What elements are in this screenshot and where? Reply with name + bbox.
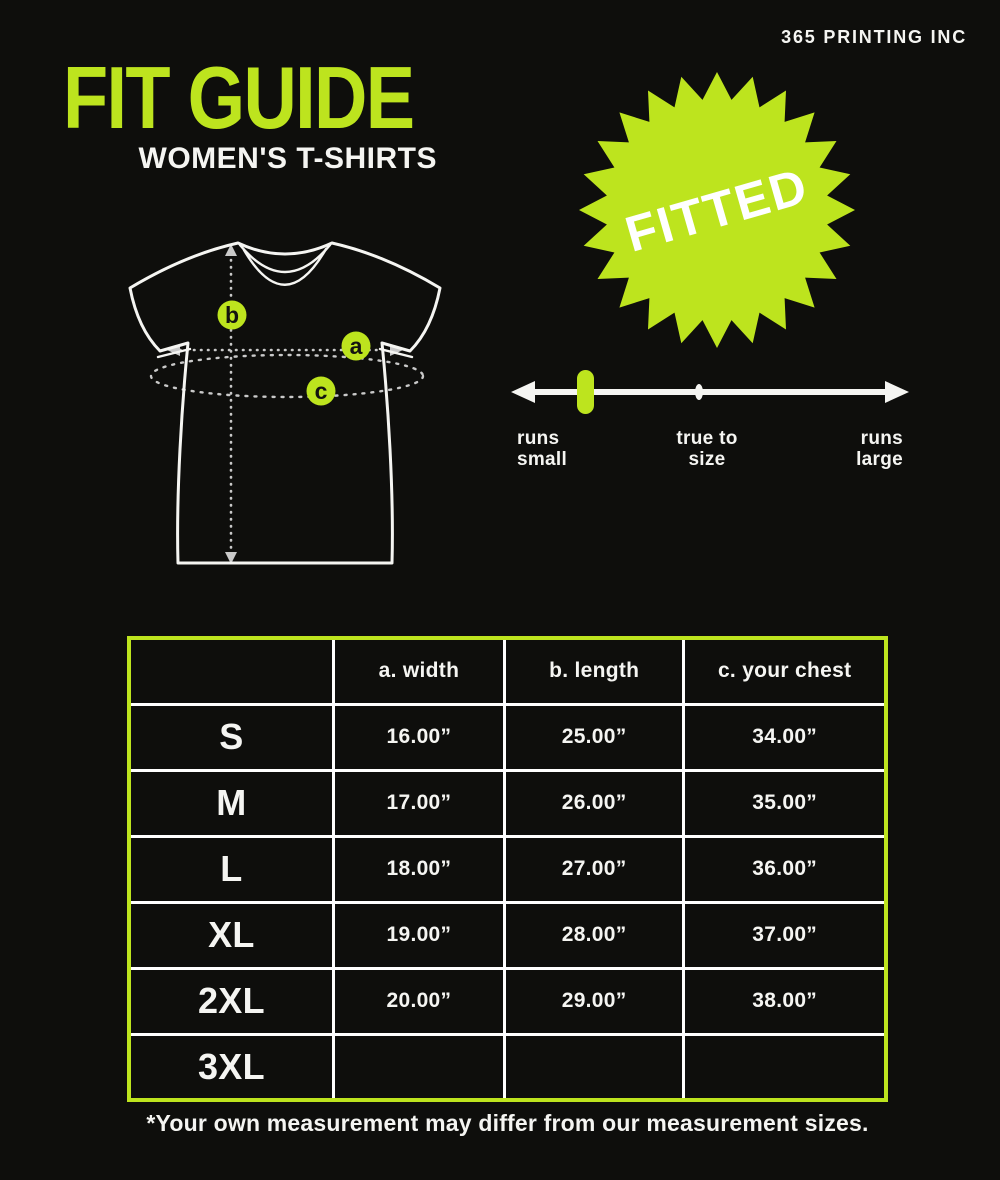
fit-scale — [505, 358, 915, 422]
fit-position-marker — [577, 370, 594, 414]
length-value: 26.00” — [504, 770, 683, 836]
tshirt-outline — [130, 243, 440, 563]
width-value: 20.00” — [333, 968, 504, 1034]
header-width: a. width — [333, 638, 504, 704]
size-label: L — [129, 836, 333, 902]
table-row — [129, 902, 886, 968]
chest-value: 35.00” — [684, 770, 886, 836]
table-row — [129, 968, 886, 1034]
scale-label-runs-large: runs large — [856, 428, 903, 470]
marker-b-label: b — [224, 302, 240, 328]
size-label: S — [129, 704, 333, 770]
badge-label: FITTED — [619, 157, 815, 263]
page-subtitle: WOMEN'S T-SHIRTS — [138, 142, 437, 175]
width-value: 18.00” — [333, 836, 504, 902]
scale-arrow-left — [511, 381, 535, 403]
table-row — [129, 704, 886, 770]
table-row — [129, 1034, 886, 1100]
chest-value: 34.00” — [684, 704, 886, 770]
length-value: 29.00” — [504, 968, 683, 1034]
size-label: M — [129, 770, 333, 836]
chest-value — [684, 1034, 886, 1100]
length-value — [504, 1034, 683, 1100]
scale-arrow-right — [885, 381, 909, 403]
table-header-row — [129, 638, 886, 704]
measurement-disclaimer: *Your own measurement may differ from our measurement sizes. — [146, 1110, 869, 1136]
size-label: 2XL — [129, 968, 333, 1034]
page-title: FIT GUIDE — [63, 48, 414, 147]
length-value: 27.00” — [504, 836, 683, 902]
chest-measure-ellipse — [151, 355, 423, 397]
width-value: 16.00” — [333, 704, 504, 770]
width-value: 19.00” — [333, 902, 504, 968]
length-value: 25.00” — [504, 704, 683, 770]
width-value — [333, 1034, 504, 1100]
marker-a-label: a — [349, 333, 363, 359]
header-length: b. length — [504, 638, 683, 704]
size-label: XL — [129, 902, 333, 968]
tshirt-diagram — [110, 223, 470, 581]
header-size — [129, 638, 333, 704]
scale-label-true-to-size: true to size — [676, 428, 738, 470]
size-label: 3XL — [129, 1034, 333, 1100]
table-row — [129, 836, 886, 902]
table-row — [129, 770, 886, 836]
header-chest: c. your chest — [684, 638, 886, 704]
fitted-badge — [572, 65, 862, 355]
length-value: 28.00” — [504, 902, 683, 968]
size-table — [127, 636, 888, 1102]
marker-c-label: c — [314, 378, 328, 404]
scale-label-runs-small: runs small — [517, 428, 568, 470]
brand-name: 365 PRINTING INC — [781, 27, 967, 47]
chest-value: 38.00” — [684, 968, 886, 1034]
chest-value: 37.00” — [684, 902, 886, 968]
true-to-size-dot — [695, 384, 703, 400]
chest-value: 36.00” — [684, 836, 886, 902]
width-value: 17.00” — [333, 770, 504, 836]
